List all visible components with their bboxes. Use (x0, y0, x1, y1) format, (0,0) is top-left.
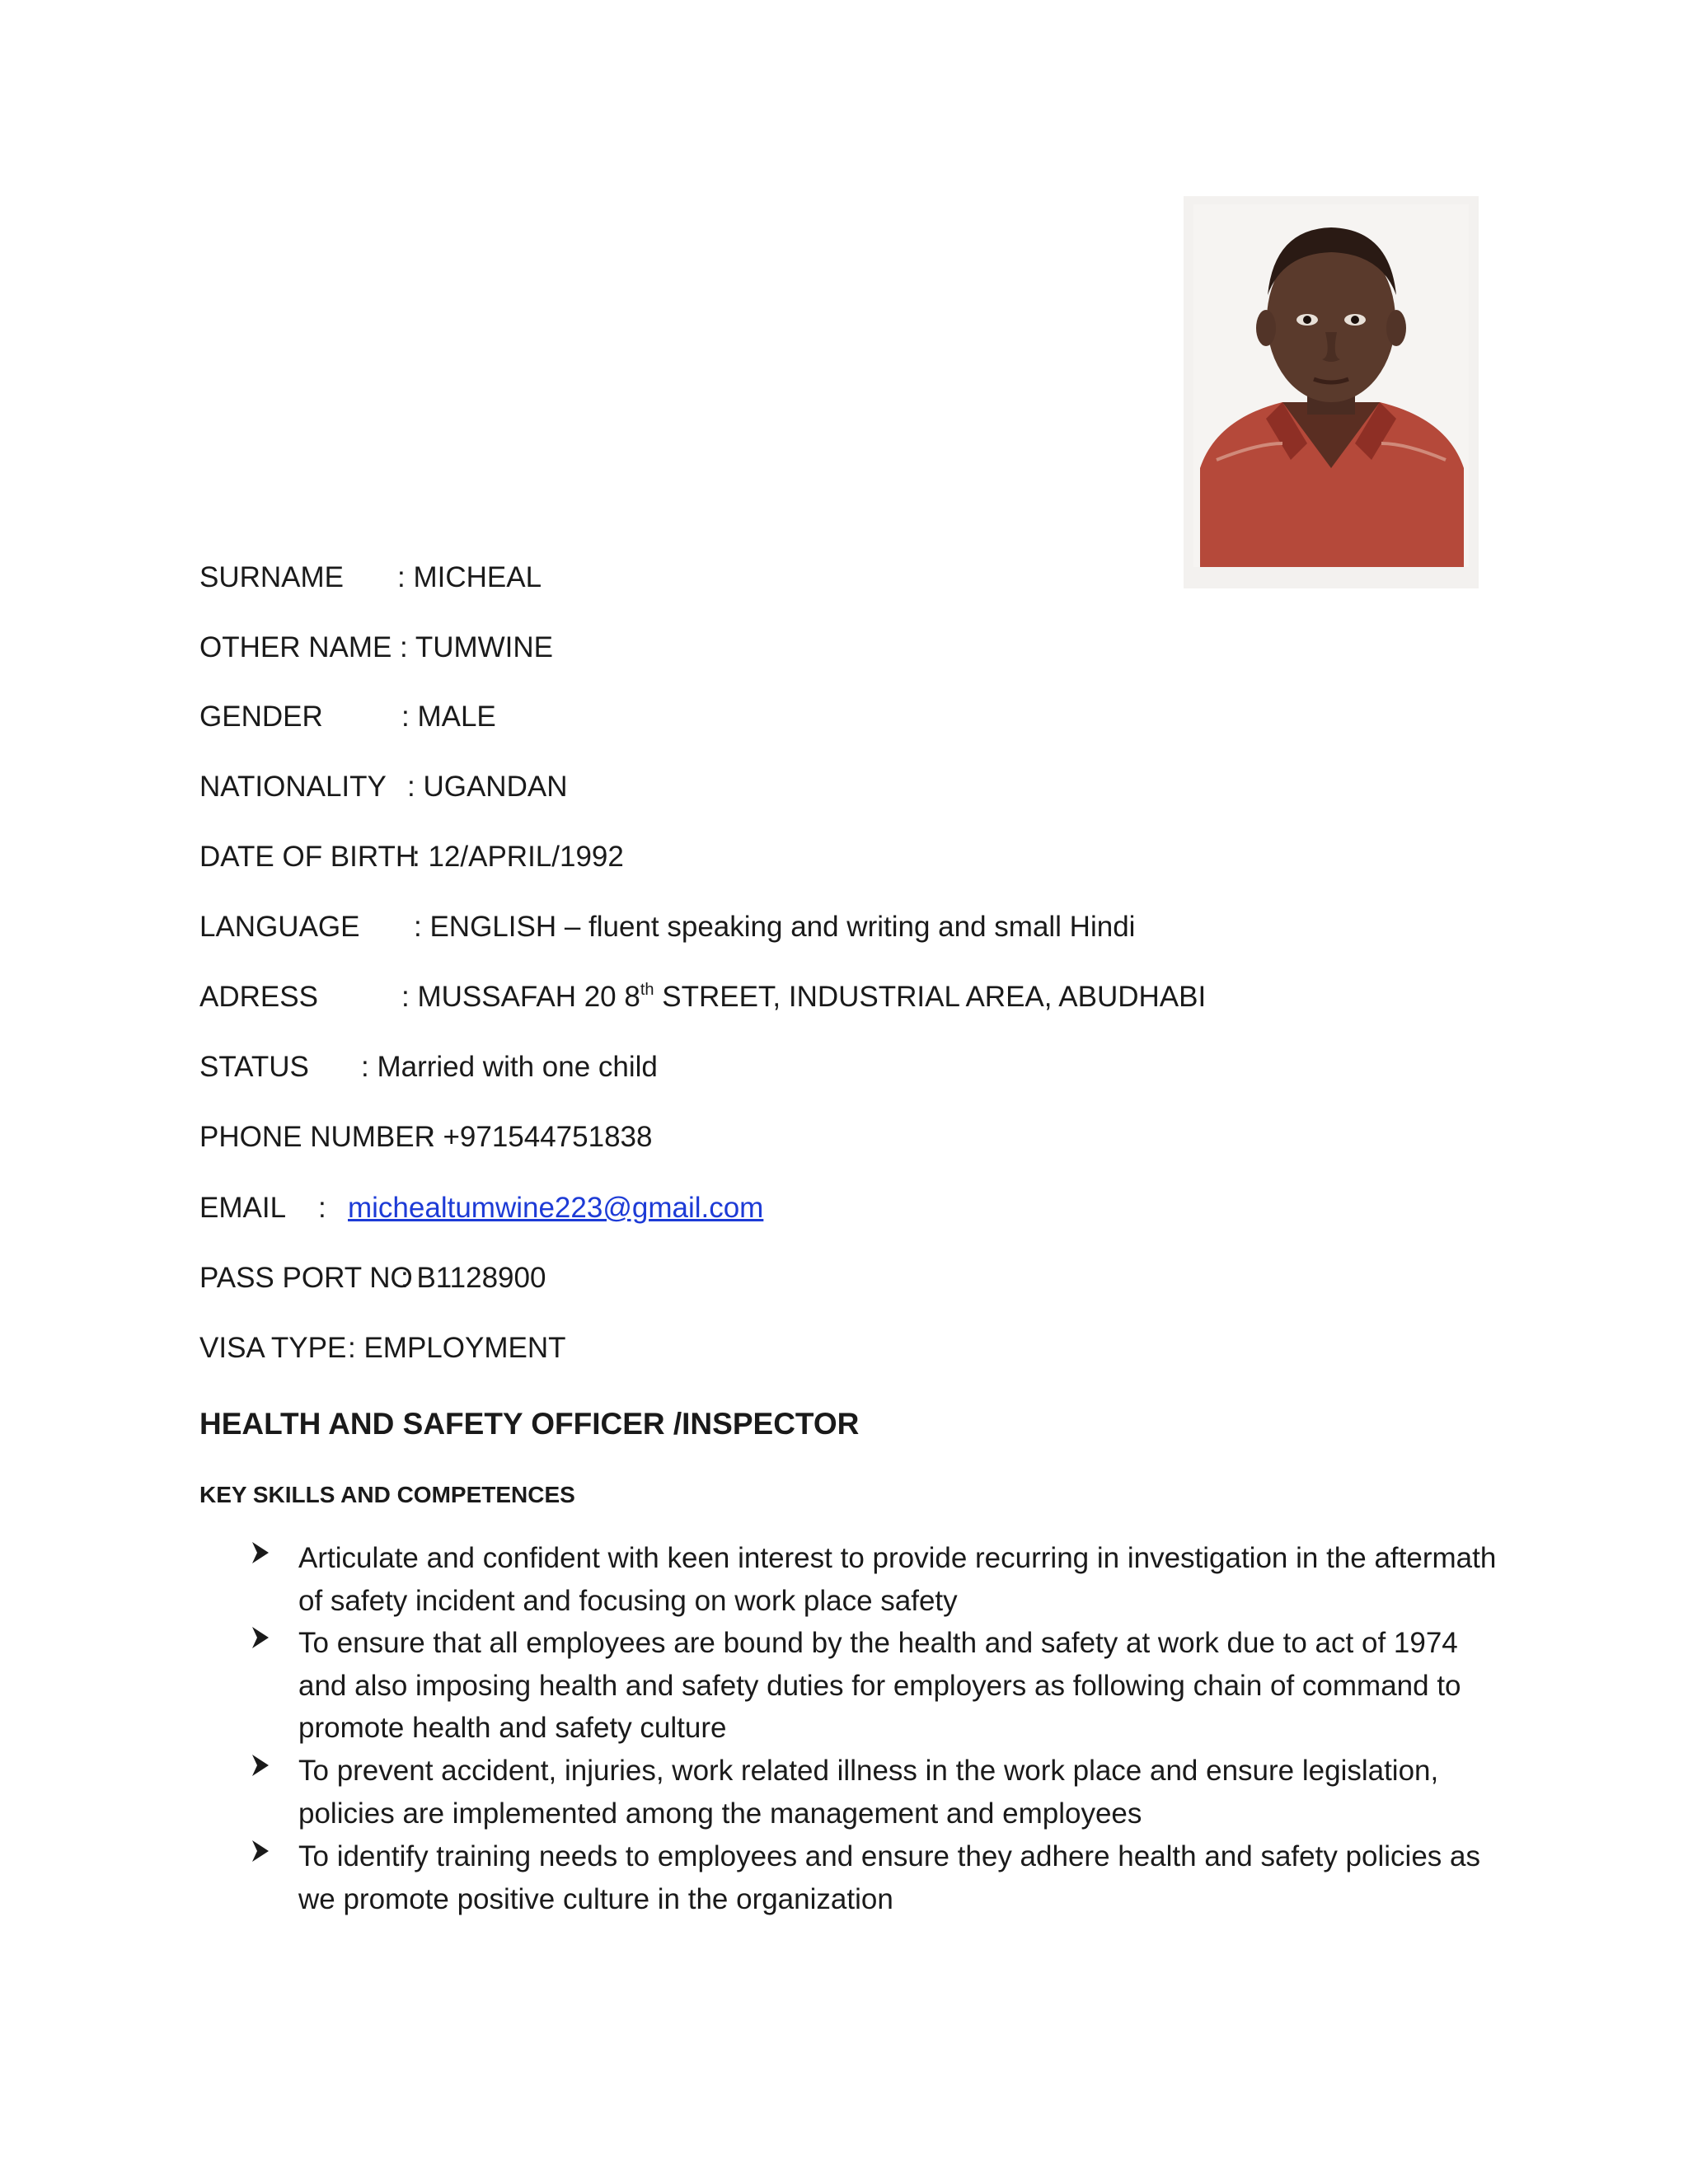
dob-label: DATE OF BIRTH (199, 841, 417, 873)
language-label: LANGUAGE (199, 911, 360, 943)
other-name-label: OTHER NAME (199, 631, 392, 663)
address-value-part2: STREET, INDUSTRIAL AREA, ABUDHABI (654, 981, 1207, 1013)
arrow-bullet-icon (252, 1627, 269, 1648)
skill-text: To ensure that all employees are bound by the health and safety at work due to act of 1974 and also imposing health and safety duties for employers as following chain of command to promote health and safety culture (298, 1627, 1461, 1744)
phone-label: PHONE NUMBER (199, 1121, 435, 1153)
nationality-value: : UGANDAN (407, 771, 568, 803)
phone-value: : +971544751838 (427, 1121, 653, 1153)
passport-label: PASS PORT NO (199, 1262, 413, 1294)
gender-label: GENDER (199, 701, 323, 733)
dob-value: : 12/APRIL/1992 (412, 841, 624, 873)
portrait-photo-icon (1184, 196, 1479, 588)
passport-value: : B1128900 (401, 1262, 546, 1294)
skill-text: To identify training needs to employees and ensure they adhere health and safety policies as we promote positive culture in the organization (298, 1840, 1480, 1915)
email-separator: : (318, 1192, 326, 1224)
arrow-bullet-icon (252, 1542, 269, 1563)
surname-value: : MICHEAL (397, 561, 542, 593)
skills-subheading: KEY SKILLS AND COMPETENCES (199, 1482, 575, 1507)
arrow-bullet-icon (252, 1840, 269, 1862)
profile-photo (1184, 196, 1479, 588)
language-value: : ENGLISH – fluent speaking and writing and small Hindi (414, 911, 1136, 943)
other-name-value: : TUMWINE (400, 631, 554, 663)
address-value-superscript: th (640, 981, 654, 999)
email-label: EMAIL (199, 1192, 287, 1224)
status-value: : Married with one child (361, 1051, 658, 1083)
visa-label: VISA TYPE (199, 1332, 347, 1364)
address-value (401, 972, 1206, 1022)
address-label: ADRESS (199, 981, 318, 1013)
surname-label: SURNAME (199, 561, 345, 593)
email-link[interactable]: michealtumwine223@gmail.com (348, 1192, 764, 1224)
nationality-label: NATIONALITY (199, 771, 387, 803)
skill-text: To prevent accident, injuries, work related illness in the work place and ensure legislation, policies are implemented among the management and employees (298, 1755, 1439, 1830)
address-value-part1: : MUSSAFAH 20 8 (401, 981, 640, 1013)
gender-value: : MALE (401, 701, 496, 733)
arrow-bullet-icon (252, 1755, 269, 1776)
status-label: STATUS (199, 1051, 309, 1083)
skill-text: Articulate and confident with keen interest to provide recurring in investigation in the aftermath of safety incident and focusing on work place safety (298, 1542, 1497, 1617)
visa-value: : EMPLOYMENT (348, 1332, 566, 1364)
job-title-heading: HEALTH AND SAFETY OFFICER /INSPECTOR (199, 1407, 860, 1441)
